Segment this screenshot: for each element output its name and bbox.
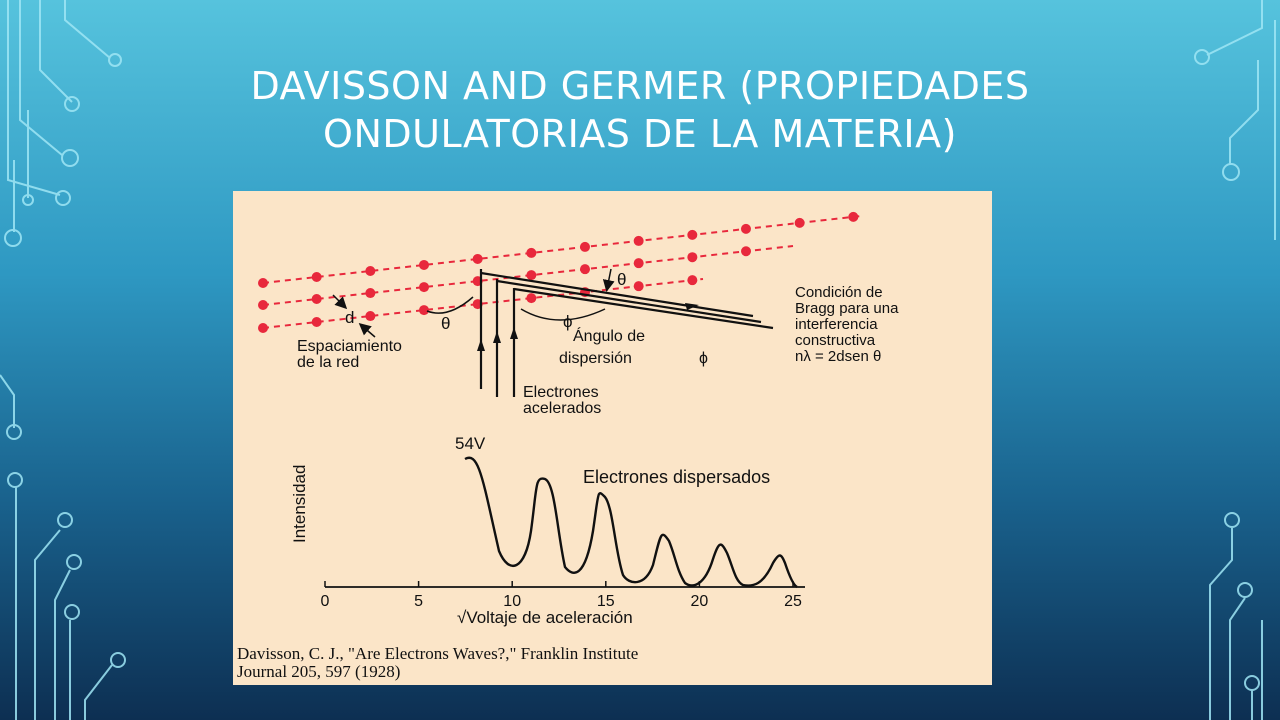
lattice-atom xyxy=(526,270,536,280)
electrons-label-line-1: Electrones xyxy=(523,384,599,401)
slide-title xyxy=(140,62,1140,158)
spacing-label-line-2: de la red xyxy=(297,354,360,371)
lattice-atom xyxy=(312,317,322,327)
citation-line-1: Davisson, C. J., "Are Electrons Waves?," Franklin Institute xyxy=(237,644,639,663)
lattice-atom xyxy=(526,293,536,303)
lattice-atom xyxy=(634,281,644,291)
lattice-atom xyxy=(365,266,375,276)
lattice-atom xyxy=(634,236,644,246)
bragg-line-1: Condición de xyxy=(795,284,883,301)
lattice-atom xyxy=(419,282,429,292)
lattice-atom xyxy=(580,242,590,252)
lattice-atom xyxy=(687,230,697,240)
title-line-1: DAVISSON AND GERMER (PROPIEDADES xyxy=(250,64,1030,108)
lattice-atom xyxy=(848,212,858,222)
x-tick-label: 0 xyxy=(320,593,330,610)
citation-line-2: Journal 205, 597 (1928) xyxy=(237,662,401,681)
lattice-atom xyxy=(687,252,697,262)
bragg-line-2: Bragg para una xyxy=(795,300,899,317)
lattice-atom xyxy=(258,323,268,333)
lattice-atom xyxy=(365,288,375,298)
title-line-2: ONDULATORIAS DE LA MATERIA) xyxy=(323,112,957,156)
lattice-atom xyxy=(312,272,322,282)
lattice-atom xyxy=(741,246,751,256)
curve-label: Electrones dispersados xyxy=(583,467,771,487)
lattice-atom xyxy=(312,294,322,304)
bragg-line-4: constructiva xyxy=(795,332,876,349)
intensity-graph xyxy=(290,434,805,627)
d-label: d xyxy=(345,308,355,327)
lattice-atom xyxy=(473,254,483,264)
lattice-atom xyxy=(526,248,536,258)
x-axis-label: √Voltaje de aceleración xyxy=(457,608,633,627)
davisson-germer-figure xyxy=(233,191,992,685)
lattice-atom xyxy=(580,264,590,274)
lattice-atom xyxy=(419,260,429,270)
figure-svg xyxy=(233,191,992,685)
peak-label: 54V xyxy=(455,434,486,453)
citation xyxy=(237,645,987,681)
x-tick-label: 20 xyxy=(690,593,709,610)
scatter-angle-line-1: Ángulo de xyxy=(573,328,646,345)
x-axis-ticks xyxy=(321,581,802,610)
theta-label-incident: θ xyxy=(441,314,451,333)
lattice-atom xyxy=(687,275,697,285)
x-tick-label: 25 xyxy=(784,593,802,610)
y-axis-label: Intensidad xyxy=(290,464,309,543)
lattice-atom xyxy=(258,300,268,310)
bragg-line-3: interferencia xyxy=(795,316,878,333)
scatter-angle-line-2: dispersión xyxy=(559,350,632,367)
phi-label: ϕ xyxy=(563,312,573,331)
lattice-atom xyxy=(258,278,268,288)
lattice-atom xyxy=(634,258,644,268)
x-tick-label: 10 xyxy=(503,593,522,610)
lattice-atom xyxy=(795,218,805,228)
theta-label-scattered: θ xyxy=(617,270,627,289)
lattice-atom xyxy=(419,305,429,315)
electrons-label-line-2: acelerados xyxy=(523,400,602,417)
lattice-atom xyxy=(365,311,375,321)
lattice-atom xyxy=(741,224,751,234)
x-tick-label: 15 xyxy=(596,593,615,610)
spacing-label-line-1: Espaciamiento xyxy=(297,338,402,355)
x-tick-label: 5 xyxy=(414,593,424,610)
bragg-line-5: nλ = 2dsen θ xyxy=(795,348,882,365)
scatter-angle-symbol: ϕ xyxy=(699,350,708,367)
